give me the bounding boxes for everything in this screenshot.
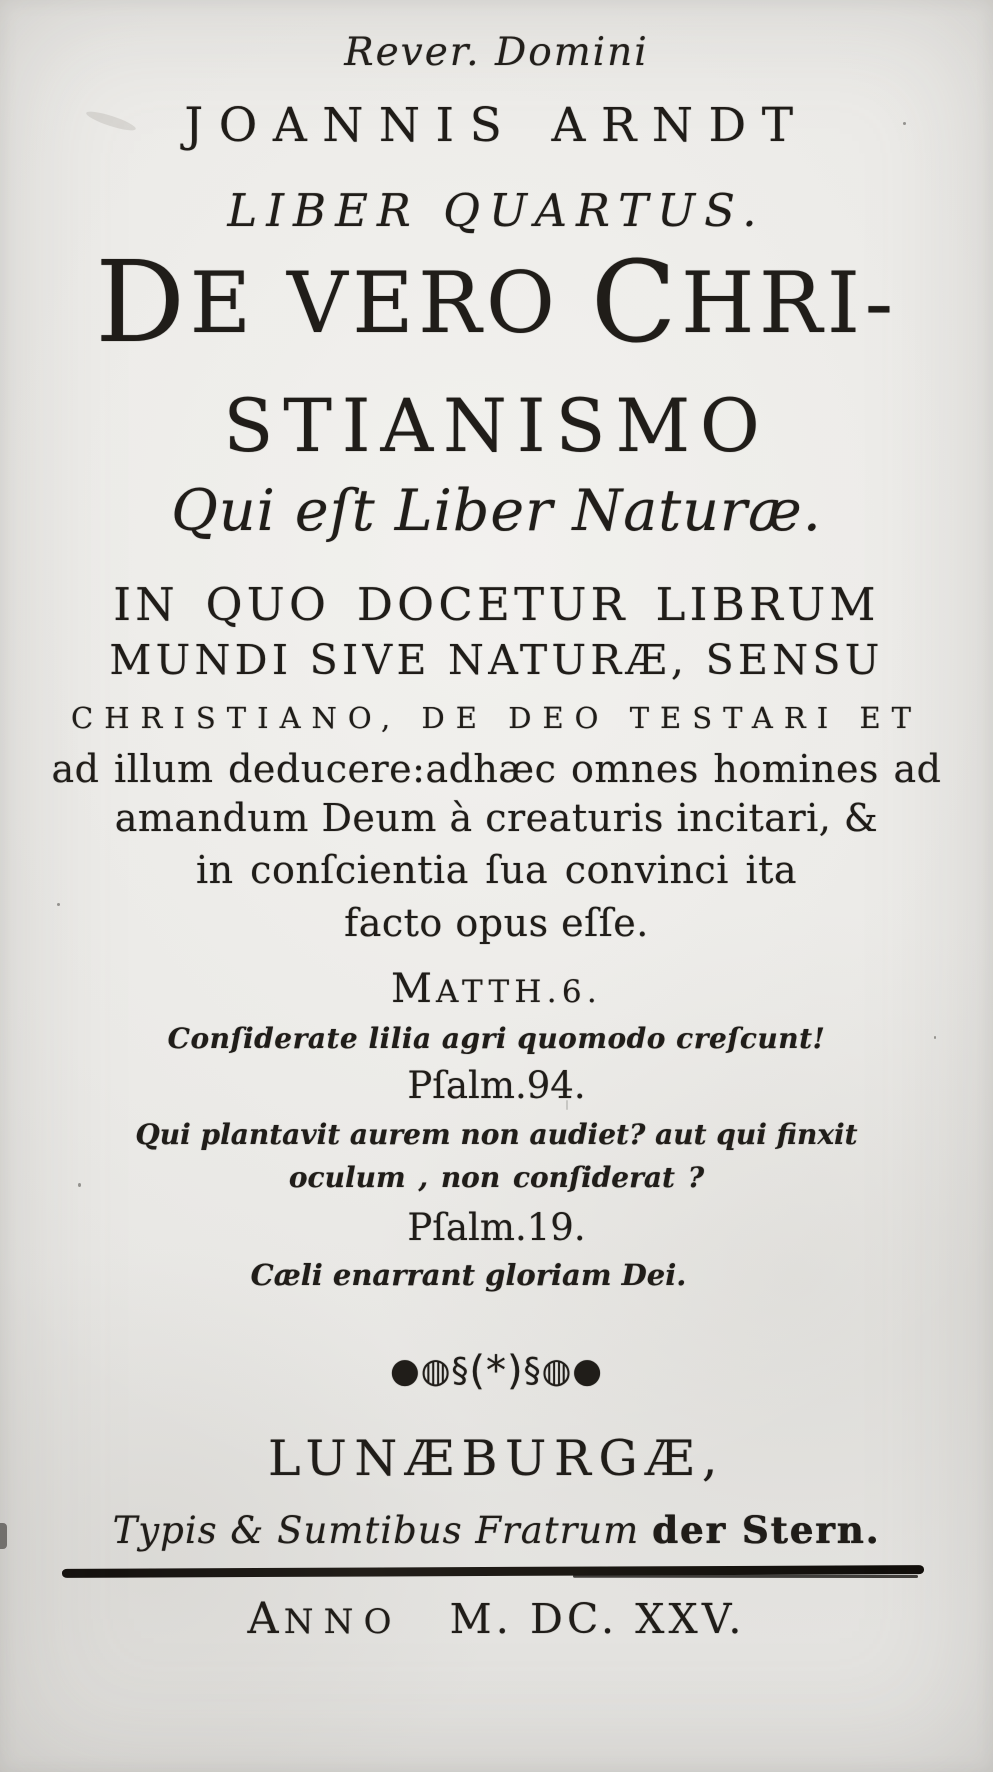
printer-latin-text: Typis & Sumtibus Fratrum — [112, 1509, 652, 1552]
imprint-place-line: LUNÆBURGÆ, — [268, 1430, 725, 1487]
scripture-ref-matthew — [0, 966, 993, 1012]
main-title-initial-d: D — [95, 238, 190, 368]
dedication-line: Rever. Domini — [344, 30, 649, 75]
scripture-quote-psalm-94-line-1: Qui plantavit aurem non audiet? aut qui finxit — [135, 1118, 858, 1151]
subtitle-line: Qui eſt Liber Naturæ. — [171, 478, 822, 544]
printer-blackletter-text: der Stern. — [652, 1508, 881, 1552]
argument-line-5: amandum Deum à creaturis incitari, & — [114, 796, 879, 840]
scripture-ref-psalm-94: Pſalm.94. — [407, 1064, 586, 1107]
author-name-line: JOANNIS ARNDT — [184, 98, 809, 153]
argument-line-6: in conſcientia ſua convinci ita — [195, 848, 798, 892]
scripture-quote-psalm-19: Cæli enarrant gloriam Dei. — [250, 1258, 687, 1292]
scripture-ref-rest: ATTH.6. — [435, 974, 602, 1010]
argument-line-4: ad illum deducere:adhæc omnes homines ad — [51, 747, 942, 791]
book-number-line: LIBER QUARTUS. — [227, 184, 766, 237]
year-roman-numerals: M. DC. XXV. — [449, 1595, 746, 1643]
argument-line-7: facto opus eſſe. — [344, 901, 649, 945]
ornament-left-fleuron: ●◍§ — [390, 1351, 470, 1391]
ornament-asterisk: (*) — [469, 1348, 524, 1394]
imprint-printer-line — [0, 1508, 993, 1552]
printers-ornament — [0, 1348, 993, 1394]
main-title-segment-2: HRI- — [681, 254, 898, 352]
main-title-initial-c: C — [590, 238, 682, 368]
ornament-right-fleuron: §◍● — [523, 1351, 603, 1391]
argument-line-2: MUNDI SIVE NATURÆ, SENSU — [109, 636, 884, 684]
imprint-year-line — [0, 1594, 993, 1644]
argument-line-1: IN QUO DOCETUR LIBRUM — [113, 578, 880, 631]
scripture-ref-initial: M — [391, 966, 436, 1012]
divider-rule — [62, 1565, 924, 1578]
main-title-line-2: STIANISMO — [223, 384, 770, 469]
main-title-segment-1: E VERO — [189, 254, 591, 352]
scripture-quote-matthew: Conſiderate lilia agri quomodo creſcunt! — [167, 1022, 826, 1055]
scripture-ref-psalm-19: Pſalm.19. — [407, 1206, 586, 1249]
anno-rest: NNO — [283, 1602, 402, 1642]
argument-line-3: CHRISTIANO, DE DEO TESTARI ET — [71, 701, 922, 735]
scripture-quote-psalm-94-line-2: oculum , non conſiderat ? — [288, 1161, 705, 1194]
main-title-line-1 — [0, 238, 993, 368]
anno-initial: A — [247, 1594, 284, 1644]
